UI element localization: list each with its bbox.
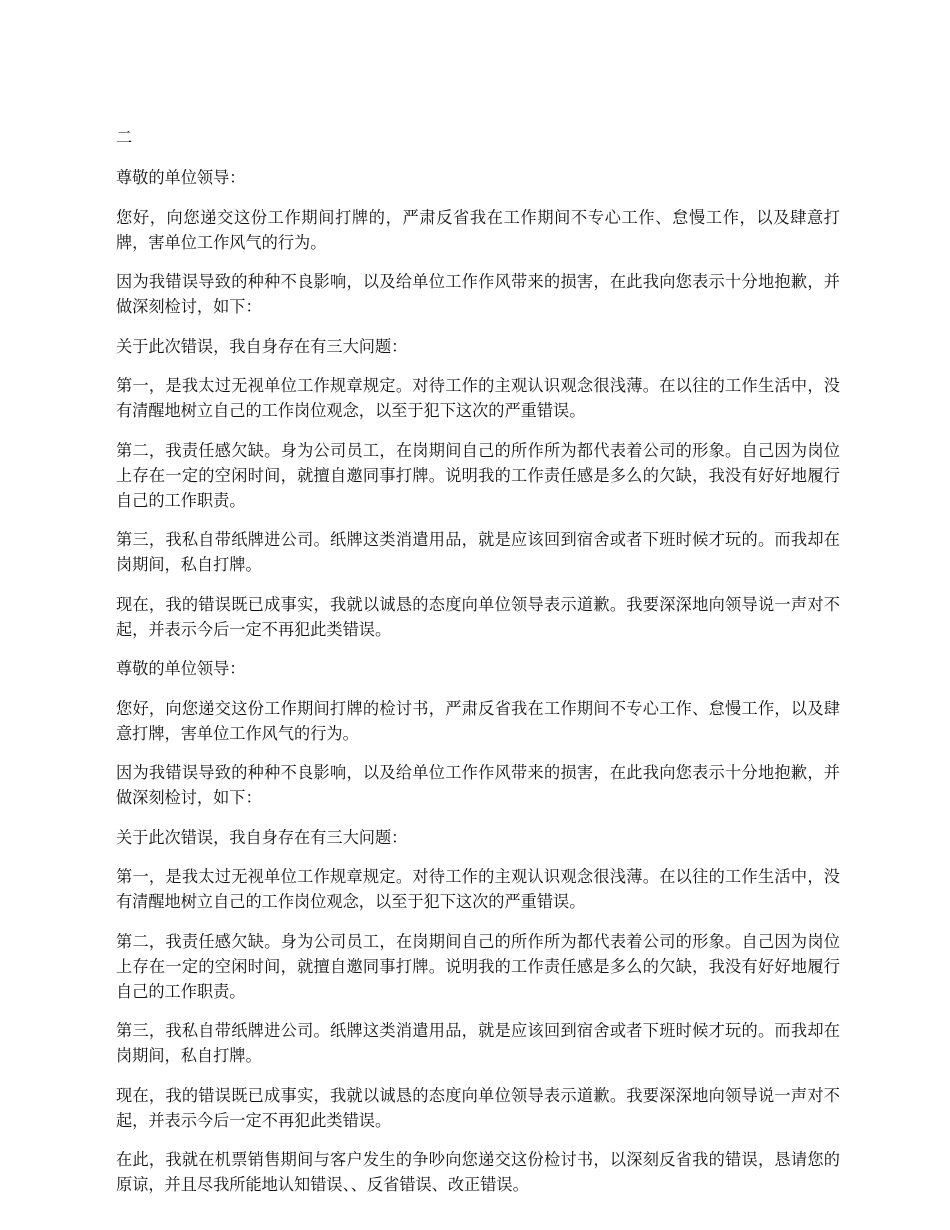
paragraph-intro-2: 您好，向您递交这份工作期间打牌的检讨书，严肃反省我在工作期间不专心工作、怠慢工作，以及肆意打牌，害单位工作风气的行为。 — [116, 698, 840, 743]
paragraph-salutation-2: 尊敬的单位领导： — [116, 659, 246, 678]
paragraph-issue-first-1: 第一，是我太过无视单位工作规章规定。对待工作的主观认识观念很浅薄。在以往的工作生活中，没有清醒地树立自己的工作岗位观念，以至于犯下这次的严重错误。 — [116, 376, 840, 420]
paragraph-issue-second-1: 第二，我责任感欠缺。身为公司员工，在岗期间自己的所作所为都代表着公司的形象。自己因为岗位上存在一定的空闲时间，就擅自邀同事打牌。说明我的工作责任感是多么的欠缺，我没有好好地履行自己的工作职责。 — [116, 440, 840, 510]
paragraph-issues-lead-2: 关于此次错误，我自身存在有三大问题： — [116, 827, 408, 847]
paragraph-issue-first-2: 第一，是我太过无视单位工作规章规定。对待工作的主观认识观念很浅薄。在以往的工作生活中，没有清醒地树立自己的工作岗位观念，以至于犯下这次的严重错误。 — [116, 867, 840, 911]
paragraph-intro-1: 您好，向您递交这份工作期间打牌的，严肃反省我在工作期间不专心工作、怠慢工作，以及肆意打牌，害单位工作风气的行为。 — [116, 207, 840, 252]
paragraph-issues-lead-1: 关于此次错误，我自身存在有三大问题： — [116, 336, 408, 356]
paragraph-apology-1: 因为我错误导致的种种不良影响，以及给单位工作作风带来的损害，在此我向您表示十分地抱歉，并做深刻检讨，如下： — [116, 272, 840, 316]
paragraph-closing-1: 现在，我的错误既已成事实，我就以诚恳的态度向单位领导表示道歉。我要深深地向领导说一声对不起，并表示今后一定不再犯此类错误。 — [116, 594, 840, 639]
paragraph-closing-2: 现在，我的错误既已成事实，我就以诚恳的态度向单位领导表示道歉。我要深深地向领导说一声对不起，并表示今后一定不再犯此类错误。 — [116, 1085, 840, 1130]
document-body — [116, 125, 840, 1212]
section-heading: 二 — [116, 128, 133, 147]
paragraph-issue-third-1: 第三，我私自带纸牌进公司。纸牌这类消遣用品，就是应该回到宿舍或者下班时候才玩的。而我却在岗期间，私自打牌。 — [116, 530, 840, 574]
paragraph-salutation-1: 尊敬的单位领导： — [116, 168, 246, 187]
paragraph-final: 在此，我就在机票销售期间与客户发生的争吵向您递交这份检讨书，以深刻反省我的错误，恳请您的原谅，并且尽我所能地认知错误、、反省错误、改正错误。 — [116, 1150, 840, 1194]
paragraph-issue-third-2: 第三，我私自带纸牌进公司。纸牌这类消遣用品，就是应该回到宿舍或者下班时候才玩的。而我却在岗期间，私自打牌。 — [116, 1021, 840, 1065]
paragraph-issue-second-2: 第二，我责任感欠缺。身为公司员工，在岗期间自己的所作所为都代表着公司的形象。自己因为岗位上存在一定的空闲时间，就擅自邀同事打牌。说明我的工作责任感是多么的欠缺，我没有好好地履行自己的工作职责。 — [116, 931, 840, 1001]
paragraph-apology-2: 因为我错误导致的种种不良影响，以及给单位工作作风带来的损害，在此我向您表示十分地抱歉，并做深刻检讨，如下： — [116, 763, 840, 807]
